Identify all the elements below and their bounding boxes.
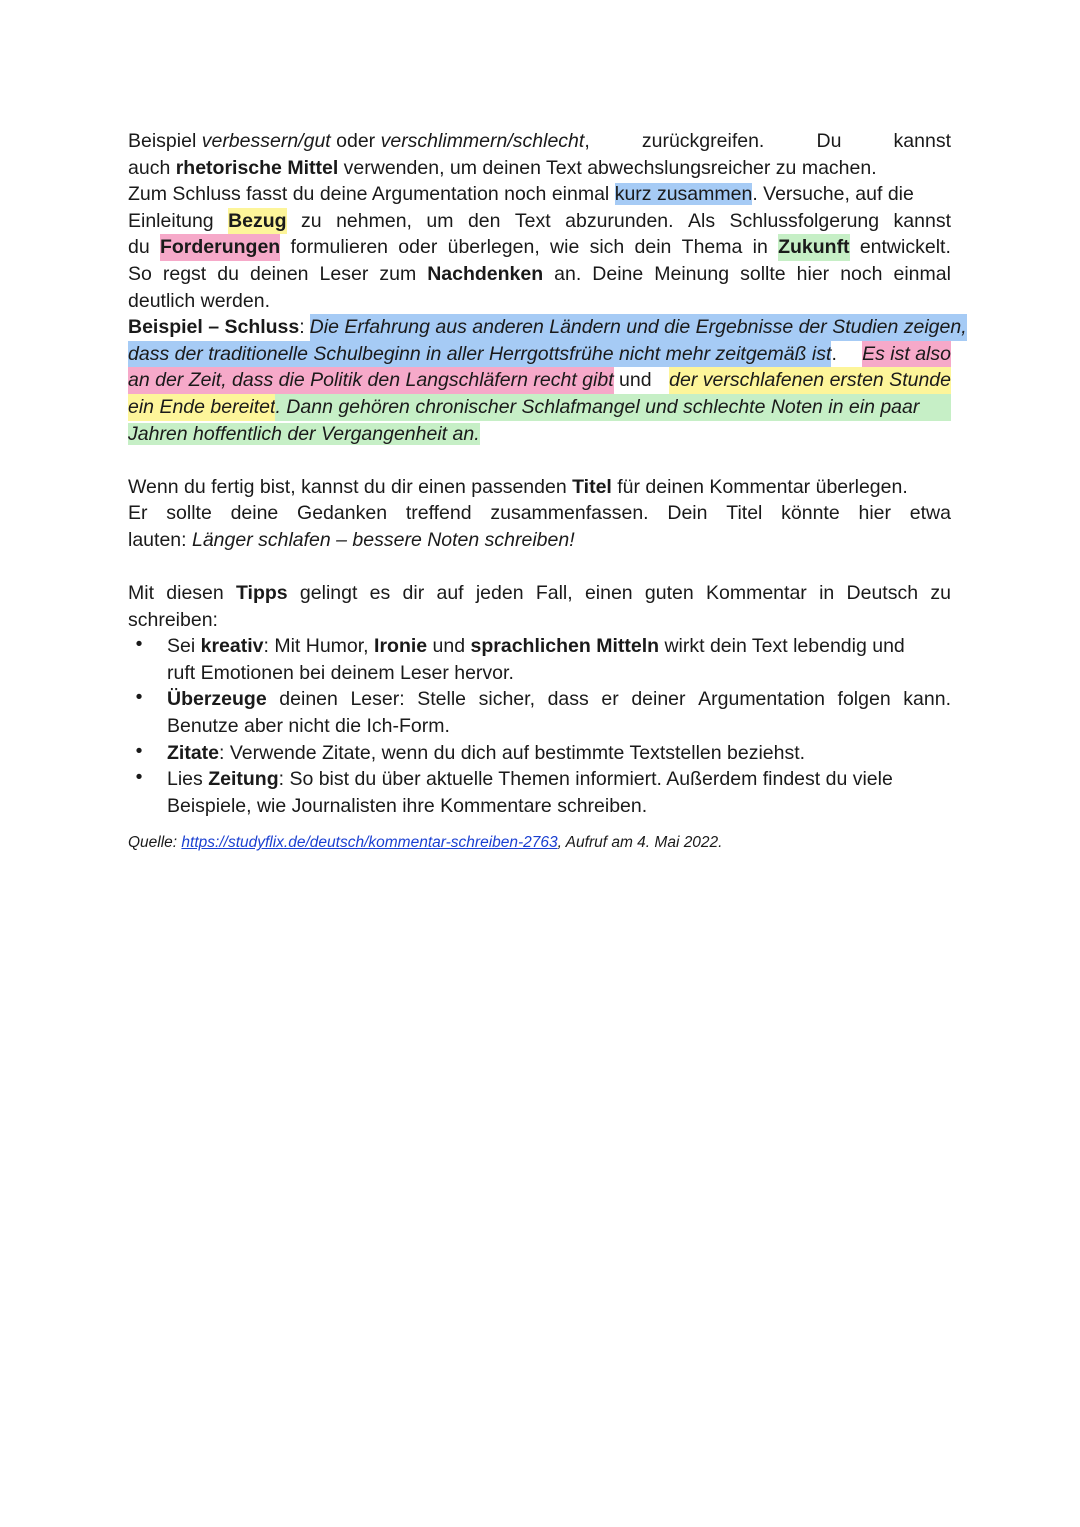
p3-line-1: Wenn du fertig bist, kannst du dir einen passenden Titel für deinen Kommentar überlegen. — [128, 475, 908, 498]
p4-line-1: Mit diesen Tipps gelingt es dir auf jeden Fall, einen guten Kommentar in Deutsch zu — [128, 582, 951, 605]
highlight-example-yellow-2: ein Ende bereitet — [128, 394, 275, 421]
highlight-example-green-1: Dann gehören chronischer Schlafmangel und schlechte Noten in ein paar — [281, 394, 951, 421]
bullet-icon: • — [135, 633, 143, 656]
source-link[interactable]: https://studyflix.de/deutsch/kommentar-schreiben-2763 — [181, 834, 558, 852]
p2-line-2: Einleitung Bezug zu nehmen, um den Text abzurunden. Als Schlussfolgerung kannst — [128, 208, 951, 235]
p2-line-1: Zum Schluss fasst du deine Argumentation noch einmal kurz zusammen. Versuche, auf die — [128, 183, 914, 206]
example-heading: Beispiel – Schluss — [128, 316, 300, 339]
p3-line-3: lauten: Länger schlafen – bessere Noten schreiben! — [128, 528, 575, 551]
p2-line-5: deutlich werden. — [128, 289, 271, 312]
example-title: Länger schlafen – bessere Noten schreiben! — [191, 528, 575, 551]
highlight-example-yellow-1: der verschlafenen ersten Stunde — [669, 367, 951, 394]
bullet-icon: • — [135, 766, 143, 789]
example-line-2: dass der traditionelle Schulbeginn in aller Herrgottsfrühe nicht mehr zeitgemäß ist . Es ist also — [128, 341, 951, 368]
list-item: • Überzeuge deinen Leser: Stelle sicher, dass er deiner Argumentation folgen kann. Benutze aber nicht die Ich-Form. — [135, 686, 951, 738]
example-line-1: Beispiel – Schluss : Die Erfahrung aus anderen Ländern und die Ergebnisse der Studien zeigen, — [128, 314, 951, 341]
list-item: • Sei kreativ: Mit Humor, Ironie und sprachlichen Mitteln wirkt dein Text lebendig und ruft Emotionen bei deinem Leser hervor. — [135, 633, 905, 684]
highlight-forderungen: Forderungen — [160, 234, 280, 261]
highlight-kurz-zusammen: kurz zusammen — [614, 183, 753, 206]
highlight-bezug: Bezug — [228, 208, 287, 235]
highlight-example-green-2: Jahren hoffentlich der Vergangenheit an. — [128, 422, 480, 445]
p2-line-3: du Forderungen formulieren oder überlegen, wie sich dein Thema in Zukunft entwickelt. — [128, 234, 951, 261]
highlight-example-blue-1: Die Erfahrung aus anderen Ländern und die Ergebnisse der Studien zeigen, — [310, 314, 967, 341]
highlight-example-blue-2: dass der traditionelle Schulbeginn in aller Herrgottsfrühe nicht mehr zeitgemäß ist — [128, 341, 831, 368]
highlight-example-pink-1: Es ist also — [862, 341, 951, 368]
p2-line-4: So regst du deinen Leser zum Nachdenken an. Deine Meinung sollte hier noch einmal — [128, 262, 951, 285]
list-item: • Lies Zeitung: So bist du über aktuelle Themen informiert. Außerdem findest du viele Beispiele, wie Journalisten ihre Kommentare schreiben. — [135, 766, 893, 817]
p3-line-2: Er sollte deine Gedanken treffend zusammenfassen. Dein Titel könnte hier etwa — [128, 502, 951, 525]
p1-line-1: Beispiel verbessern/gut oder verschlimmern/schlecht, zurückgreifen. Du kannst — [128, 130, 951, 152]
p4-line-2: schreiben: — [128, 608, 218, 631]
list-item: • Zitate: Verwende Zitate, wenn du dich auf bestimmte Textstellen beziehst. — [135, 739, 806, 764]
p1-line-2: auch rhetorische Mittel verwenden, um deinen Text abwechslungsreicher zu machen. — [128, 156, 877, 179]
document-page — [128, 128, 967, 853]
bullet-icon: • — [135, 739, 143, 762]
example-line-4: ein Ende bereitet . Dann gehören chronischer Schlafmangel und schlechte Noten in ein paar — [128, 394, 951, 421]
source-citation: Quelle: https://studyflix.de/deutsch/kommentar-schreiben-2763, Aufruf am 4. Mai 2022. — [128, 834, 723, 852]
bullet-icon: • — [135, 686, 143, 709]
highlight-zukunft: Zukunft — [778, 234, 849, 261]
example-line-3: an der Zeit, dass die Politik den Langschläfern recht gibt und der verschlafenen ersten Stunde — [128, 367, 951, 394]
highlight-example-pink-2: an der Zeit, dass die Politik den Langschläfern recht gibt — [128, 367, 614, 394]
example-line-5 — [128, 421, 951, 448]
